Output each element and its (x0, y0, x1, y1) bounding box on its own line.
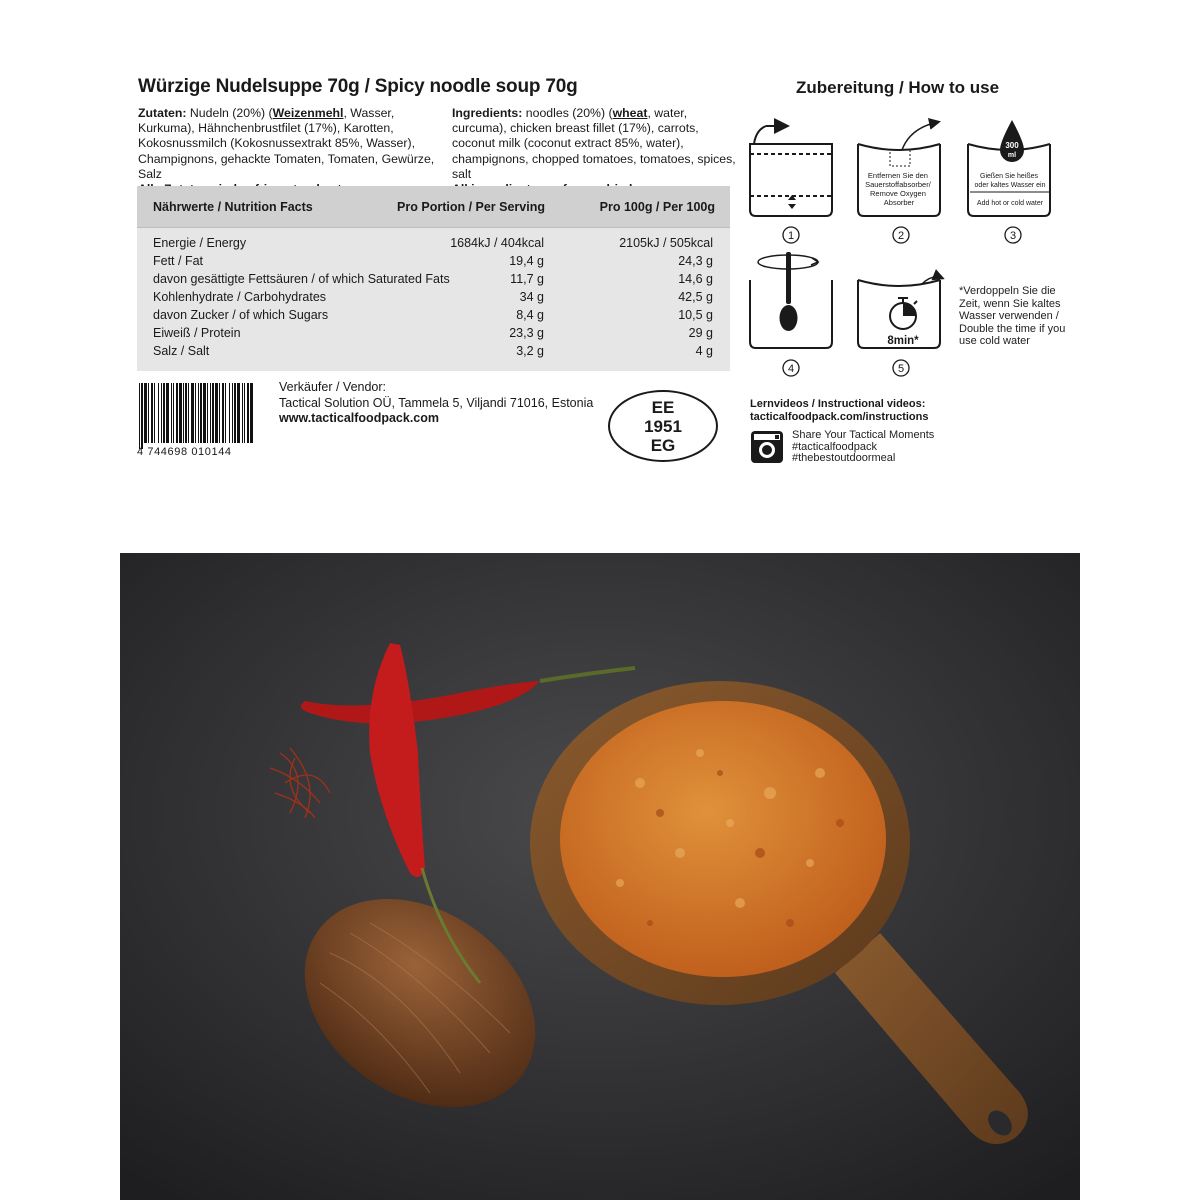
step-1-number: 1 (787, 230, 795, 242)
soup (560, 701, 886, 977)
learn-label: Lernvideos / Instructional videos: (750, 398, 926, 410)
nutrient-serving: 8,4 g (516, 308, 544, 322)
nutrition-row (137, 344, 730, 362)
nutrition-header-name: Nährwerte / Nutrition Facts (153, 200, 313, 214)
nutrient-name: Eiweiß / Protein (153, 326, 241, 340)
nutrition-row (137, 290, 730, 308)
nutrition-row (137, 272, 730, 290)
vendor-label: Verkäufer / Vendor: (279, 380, 387, 394)
vendor-website: www.tacticalfoodpack.com (279, 411, 439, 425)
nutrient-per100: 4 g (695, 344, 713, 358)
product-photo (120, 553, 1080, 1200)
nutrient-per100: 42,5 g (678, 290, 713, 304)
step-2-text-1: Entfernen Sie den (867, 171, 928, 180)
nutrition-header-serving: Pro Portion / Per Serving (397, 200, 545, 214)
nutrient-name: Energie / Energy (153, 236, 247, 250)
nutrient-per100: 10,5 g (678, 308, 713, 322)
step-2-number: 2 (897, 230, 905, 242)
spoon-icon (780, 252, 798, 331)
social-tags (792, 430, 934, 465)
howto-title: Zubereitung / How to use (796, 78, 1000, 97)
nutrient-serving: 34 g (519, 290, 544, 304)
nutrient-per100: 14,6 g (678, 272, 713, 286)
social-hashtag-1: #tacticalfoodpack (792, 440, 877, 453)
barcode-number: 4 744698 010144 (137, 446, 232, 458)
ingredients-english (452, 106, 737, 197)
ingredients-en-part2: , water, curcuma), chicken breast fillet (17%), carrots, coconut milk (coconut extract 85%, water), champignons, chopped tomatoes, tomatoes, spices, salt (452, 106, 736, 181)
learn-url: tacticalfoodpack.com/instructions (750, 410, 929, 423)
instructional-videos (750, 398, 928, 423)
ingredients-de-part2: , Wasser, Kurkuma), Hähnchenbrustfilet (17%), Karotten, Kokosnussmilch (Kokosnussextrakt 85%, Wasser), Champignons, gehackte Tomaten, Tomaten, Gewürze, Salz (138, 106, 435, 181)
cold-water-note: *Verdoppeln Sie die Zeit, wenn Sie kaltes Wasser verwenden / Double the time if you use cold water (959, 285, 1066, 347)
nutrition-header-per100: Pro 100g / Per 100g (599, 200, 715, 214)
nutrient-serving: 1684kJ / 404kcal (450, 236, 544, 250)
svg-text:Gießen Sie heißes oder kal (975, 173, 1046, 189)
instagram-icon (750, 430, 784, 464)
step-5-number: 5 (897, 363, 905, 375)
step-5-time: 8min* (887, 335, 919, 347)
vendor-info (279, 380, 593, 427)
step-3-text-2: oder kaltes Wasser ein (974, 182, 1046, 189)
nutrient-name: Kohlenhydrate / Carbohydrates (153, 290, 327, 304)
step-3-text-1: Gießen Sie heißes (980, 173, 1039, 180)
step-3-number: 3 (1009, 230, 1017, 242)
ingredients-en-part1: noodles (20%) ( (522, 106, 613, 120)
nutrition-row (137, 254, 730, 272)
social-hashtag-2: #thebestoutdoormeal (792, 452, 896, 464)
nutrient-name: Fett / Fat (153, 254, 204, 268)
step-3-unit: ml (1007, 152, 1017, 159)
nutrition-row (137, 308, 730, 326)
step-1-fold-arrows-icon (788, 195, 796, 209)
ingredients-de-label: Zutaten: (138, 106, 187, 120)
nutrition-header (137, 186, 730, 228)
nutrient-serving: 19,4 g (509, 254, 544, 268)
step-3-text-3: Add hot or cold water (976, 200, 1044, 207)
step-2-text-4: Absorber (883, 198, 915, 207)
nutrient-name: Salz / Salt (153, 344, 210, 358)
ingredients-de-part1: Nudeln (20%) ( (186, 106, 273, 120)
nutrient-per100: 24,3 g (678, 254, 713, 268)
nutrient-serving: 23,3 g (509, 326, 544, 340)
ingredients-en-label: Ingredients: (452, 106, 523, 120)
nutrient-serving: 11,7 g (510, 272, 544, 286)
allergen-en: wheat (612, 106, 648, 120)
ec-health-mark (608, 390, 718, 462)
allergen-de: Weizenmehl (272, 106, 344, 120)
vendor-address: Tactical Solution OÜ, Tammela 5, Viljandi 71016, Estonia (279, 395, 594, 410)
step-4-number: 4 (787, 363, 795, 375)
ec-mark-country: EE (651, 398, 675, 417)
step-2-text-2: Sauerstoffabsorber/ (865, 180, 931, 189)
nutrient-per100: 2105kJ / 505kcal (619, 236, 713, 250)
social-line-1: Share Your Tactical Moments (792, 429, 935, 441)
nutrient-name: davon Zucker / of which Sugars (153, 308, 329, 322)
nutrition-row (137, 326, 730, 344)
nutrient-per100: 29 g (688, 326, 713, 340)
step-3-volume: 300 (1005, 141, 1019, 150)
nutrition-table (137, 186, 730, 371)
nutrient-serving: 3,2 g (516, 344, 544, 358)
nutrition-row (137, 236, 730, 254)
ec-mark-number: 1951 (644, 417, 682, 436)
nutrient-name: davon gesättigte Fettsäuren / of which Saturated Fats (153, 272, 450, 286)
product-title: Würzige Nudelsuppe 70g / Spicy noodle soup 70g (138, 76, 578, 97)
ec-mark-suffix: EG (650, 436, 676, 455)
ingredients-german (138, 106, 448, 197)
svg-text:Entfernen Sie den Sauersto (865, 171, 933, 207)
step-1-open-pouch (750, 126, 832, 216)
step-2-text-3: Remove Oxygen (870, 189, 926, 198)
